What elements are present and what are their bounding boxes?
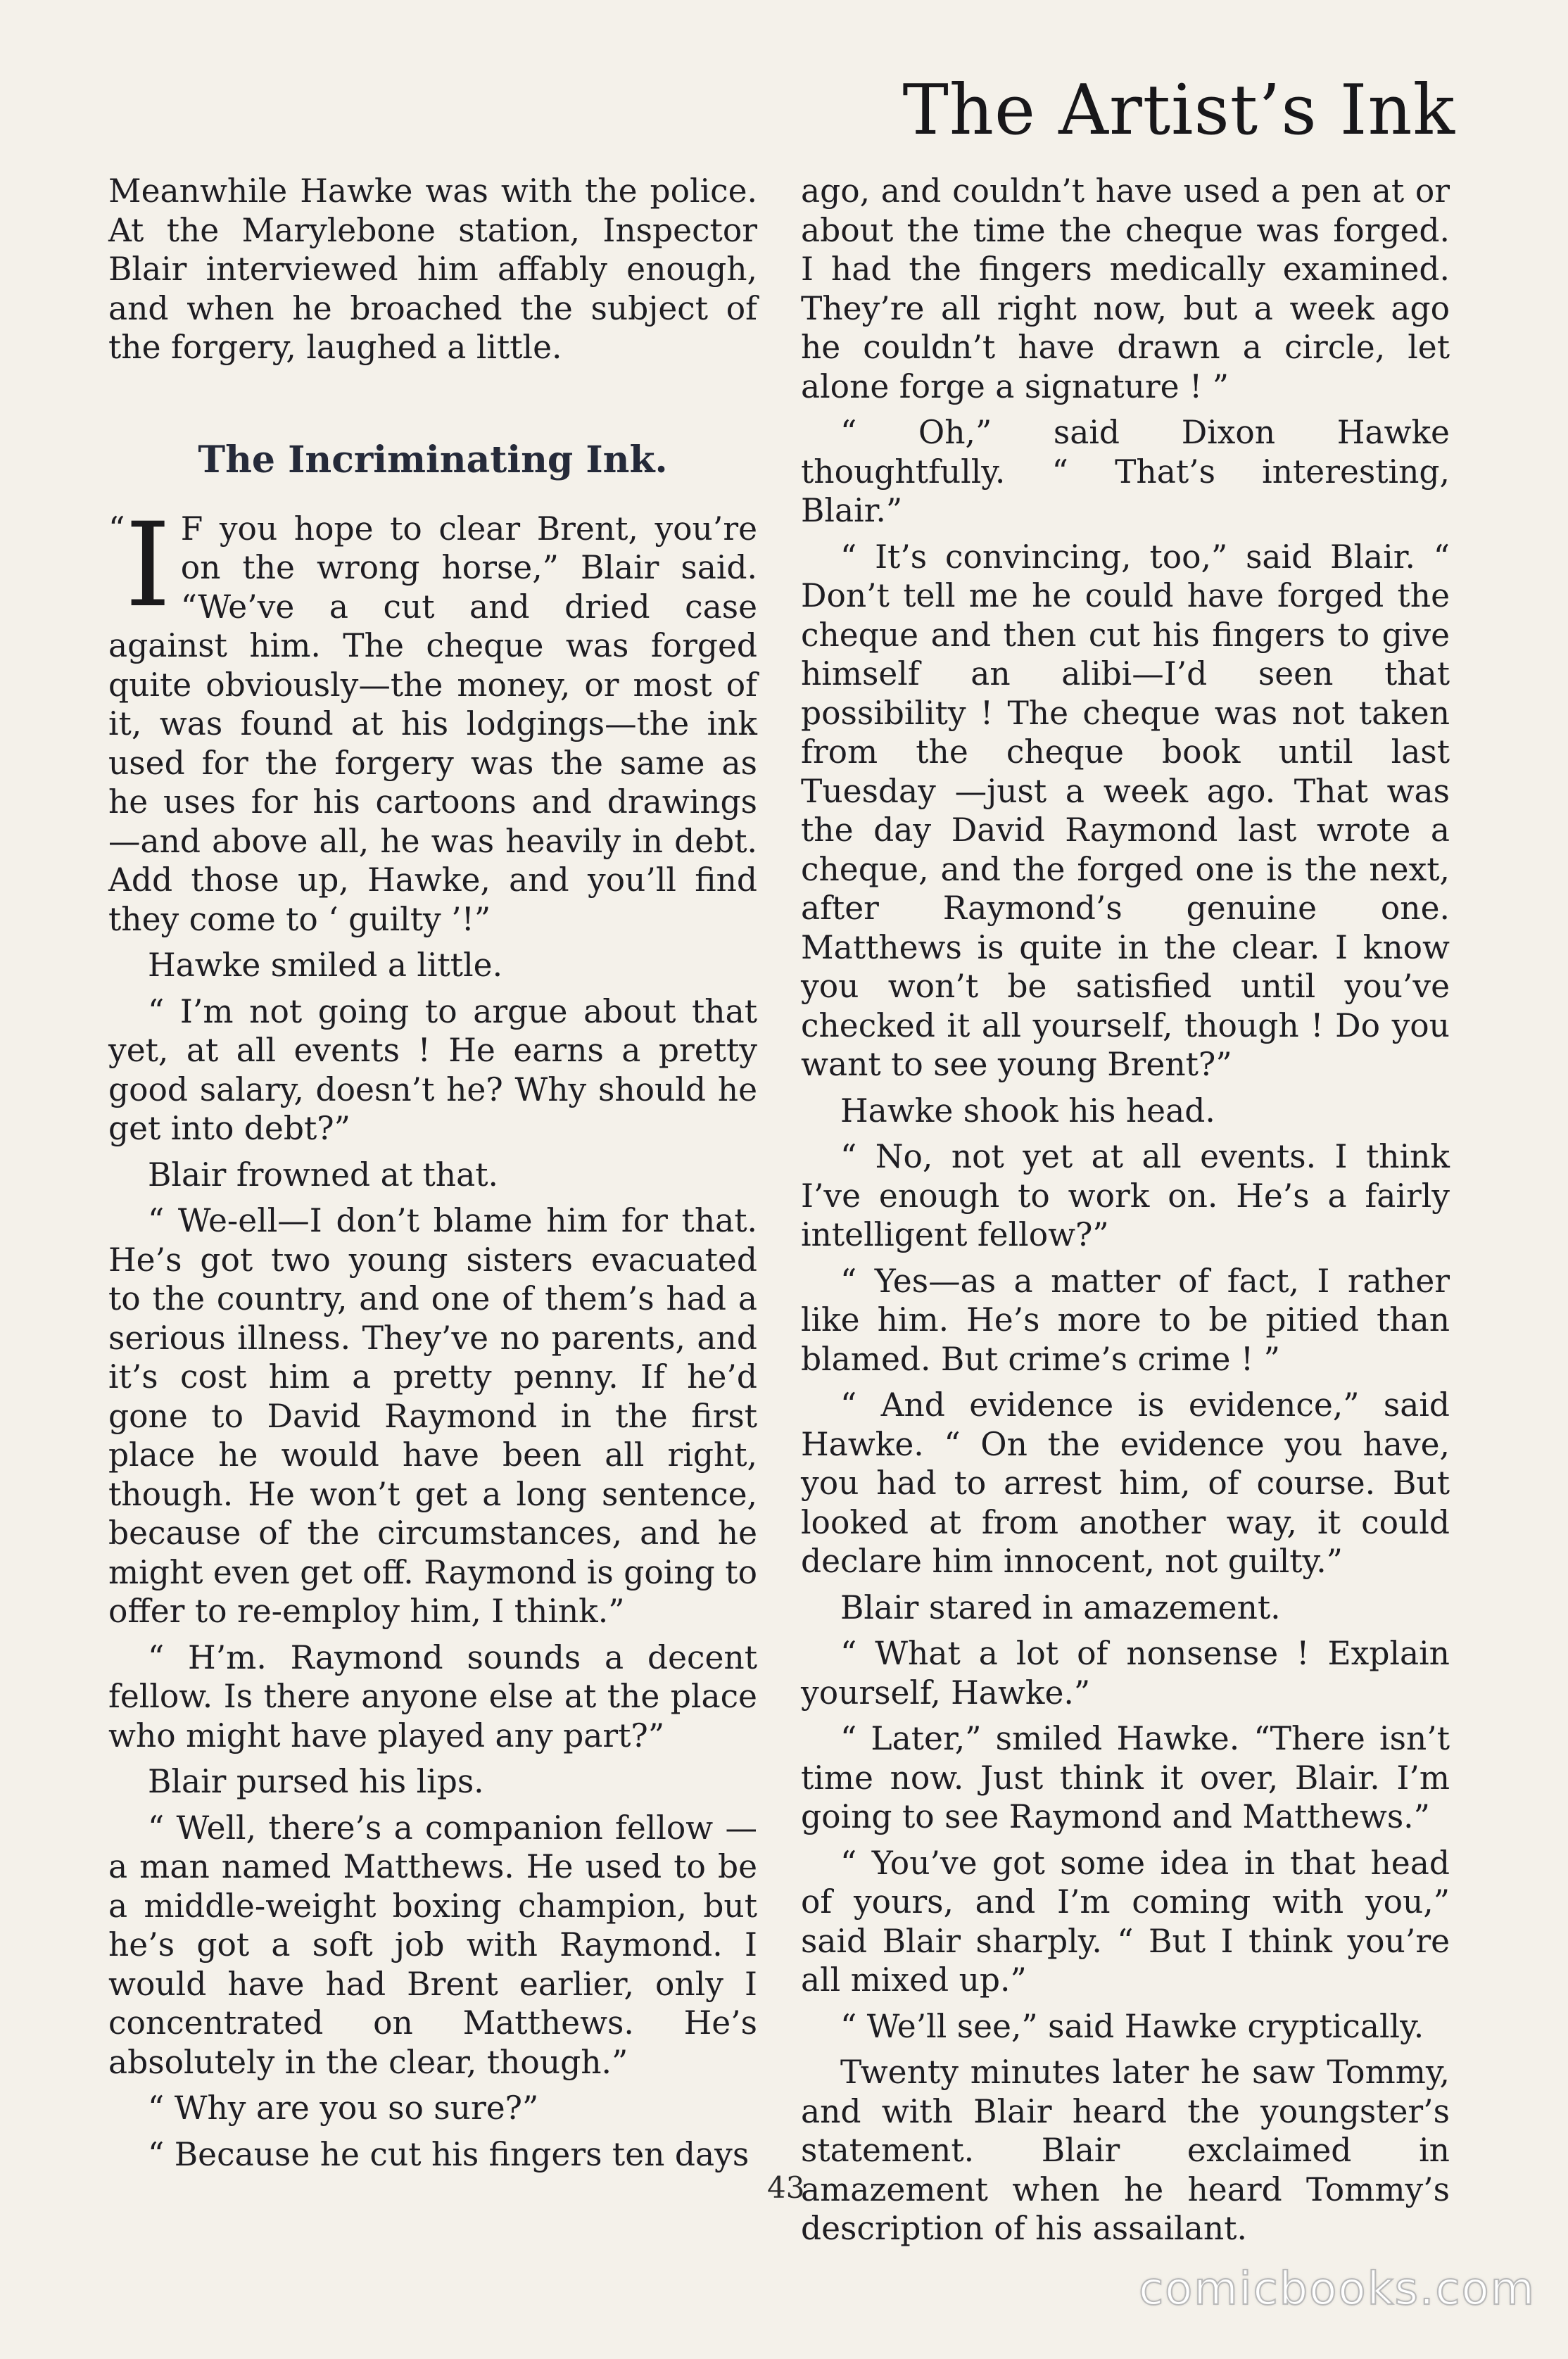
- paragraph: “ I’m not going to argue about that yet, at all events ! He earns a pretty good salary, doesn’t he? Why should he get into debt?”: [108, 992, 757, 1147]
- paragraph: “ You’ve got some idea in that head of yours, and I’m coming with you,” said Blair sharply. “ But I think you’re all mixed up.”: [801, 1844, 1450, 1999]
- dropcap-letter: I: [125, 497, 171, 633]
- dropcap-quote: “: [108, 509, 125, 548]
- paragraph: “ It’s convincing, too,” said Blair. “ Don’t tell me he could have forged the cheque and then cut his fingers to give himself an alibi—I’d seen that possibility ! The cheque was not taken from the cheque book until last Tuesday —just a week ago. That was the day David Raymond last wrote a cheque, and the forged one is the next, after Raymond’s genuine one. Matthews is quite in the clear. I know you won’t be satisfied until you’ve checked it all yourself, though ! Do you want to see young Brent?”: [801, 538, 1450, 1083]
- section-heading: The Incriminating Ink.: [198, 438, 668, 481]
- paragraph: “ Yes—as a matter of fact, I rather like him. He’s more to be pitied than blamed. But crime’s crime ! ”: [801, 1262, 1450, 1378]
- dropcap-paragraph: [108, 497, 757, 940]
- paragraph: Hawke shook his head.: [840, 1092, 1215, 1130]
- right-column: [801, 172, 1450, 2256]
- left-column: [108, 172, 757, 2181]
- paragraph: Hawke smiled a little.: [148, 947, 503, 984]
- paragraph: “ No, not yet at all events. I think I’ve enough to work on. He’s a fairly intelligent fellow?”: [801, 1138, 1450, 1253]
- page-number: 43: [767, 2170, 805, 2205]
- paragraph: Twenty minutes later he saw Tommy, and with Blair heard the youngster’s statement. Blair exclaimed in amazement when he heard Tommy’s description of his assailant.: [801, 2054, 1450, 2247]
- paragraph: “ Why are you so sure?”: [148, 2089, 539, 2127]
- dropcap-paragraph-text: F you hope to clear Brent, you’re on the wrong horse,” Blair said. “We’ve a cut and dried case against him. The cheque was forged quite obviously—the money, or most of it, was found at his lodgings—the ink used for the forgery was the same as he uses for his cartoons and drawings—and above all, he was heavily in debt. Add those up, Hawke, and you’ll find they come to ‘ guilty ’!”: [108, 510, 757, 938]
- paragraph: “ Later,” smiled Hawke. “There isn’t time now. Just think it over, Blair. I’m going to see Raymond and Matthews.”: [801, 1720, 1450, 1835]
- continued-paragraph: ago, and couldn’t have used a pen at or about the time the cheque was forged. I had the fingers medically examined. They’re all right now, but a week ago he couldn’t have drawn a circle, let alone forge a signature ! ”: [801, 172, 1450, 405]
- paragraph: “ What a lot of nonsense ! Explain yourself, Hawke.”: [801, 1635, 1450, 1712]
- paragraph: “ Oh,” said Dixon Hawke thoughtfully. “ That’s interesting, Blair.”: [801, 414, 1450, 529]
- intro-paragraph: Meanwhile Hawke was with the police. At the Marylebone station, Inspector Blair interviewed him affably enough, and when he broached the subject of the forgery, laughed a little.: [108, 172, 757, 366]
- paragraph: Blair stared in amazement.: [840, 1588, 1281, 1626]
- paragraph: “ Because he cut his fingers ten days: [148, 2135, 750, 2173]
- paragraph: “ Well, there’s a companion fellow —a man named Matthews. He used to be a middle-weight boxing champion, but he’s got a soft job with Raymond. I would have had Brent earlier, only I concentrated on Matthews. He’s absolutely in the clear, though.”: [108, 1809, 757, 2081]
- paragraph: “ And evidence is evidence,” said Hawke. “ On the evidence you have, you had to arrest him, of course. But looked at from another way, it could declare him innocent, not guilty.”: [801, 1386, 1450, 1580]
- paragraph: “ H’m. Raymond sounds a decent fellow. Is there anyone else at the place who might have played any part?”: [108, 1638, 757, 1754]
- watermark: comicbooks.com: [1138, 2263, 1536, 2315]
- page-title: The Artist’s Ink: [902, 70, 1455, 151]
- paragraph: “ We-ell—I don’t blame him for that. He’s got two young sisters evacuated to the country, and one of them’s had a serious illness. They’ve no parents, and it’s cost him a pretty penny. If he’d gone to David Raymond in the first place he would have been all right, though. He won’t get a long sentence, because of the circumstances, and he might even get off. Raymond is going to offer to re-employ him, I think.”: [108, 1202, 757, 1630]
- paragraph: Blair frowned at that.: [148, 1156, 498, 1194]
- paragraph: Blair pursed his lips.: [148, 1763, 484, 1800]
- paragraph: “ We’ll see,” said Hawke cryptically.: [840, 2007, 1424, 2045]
